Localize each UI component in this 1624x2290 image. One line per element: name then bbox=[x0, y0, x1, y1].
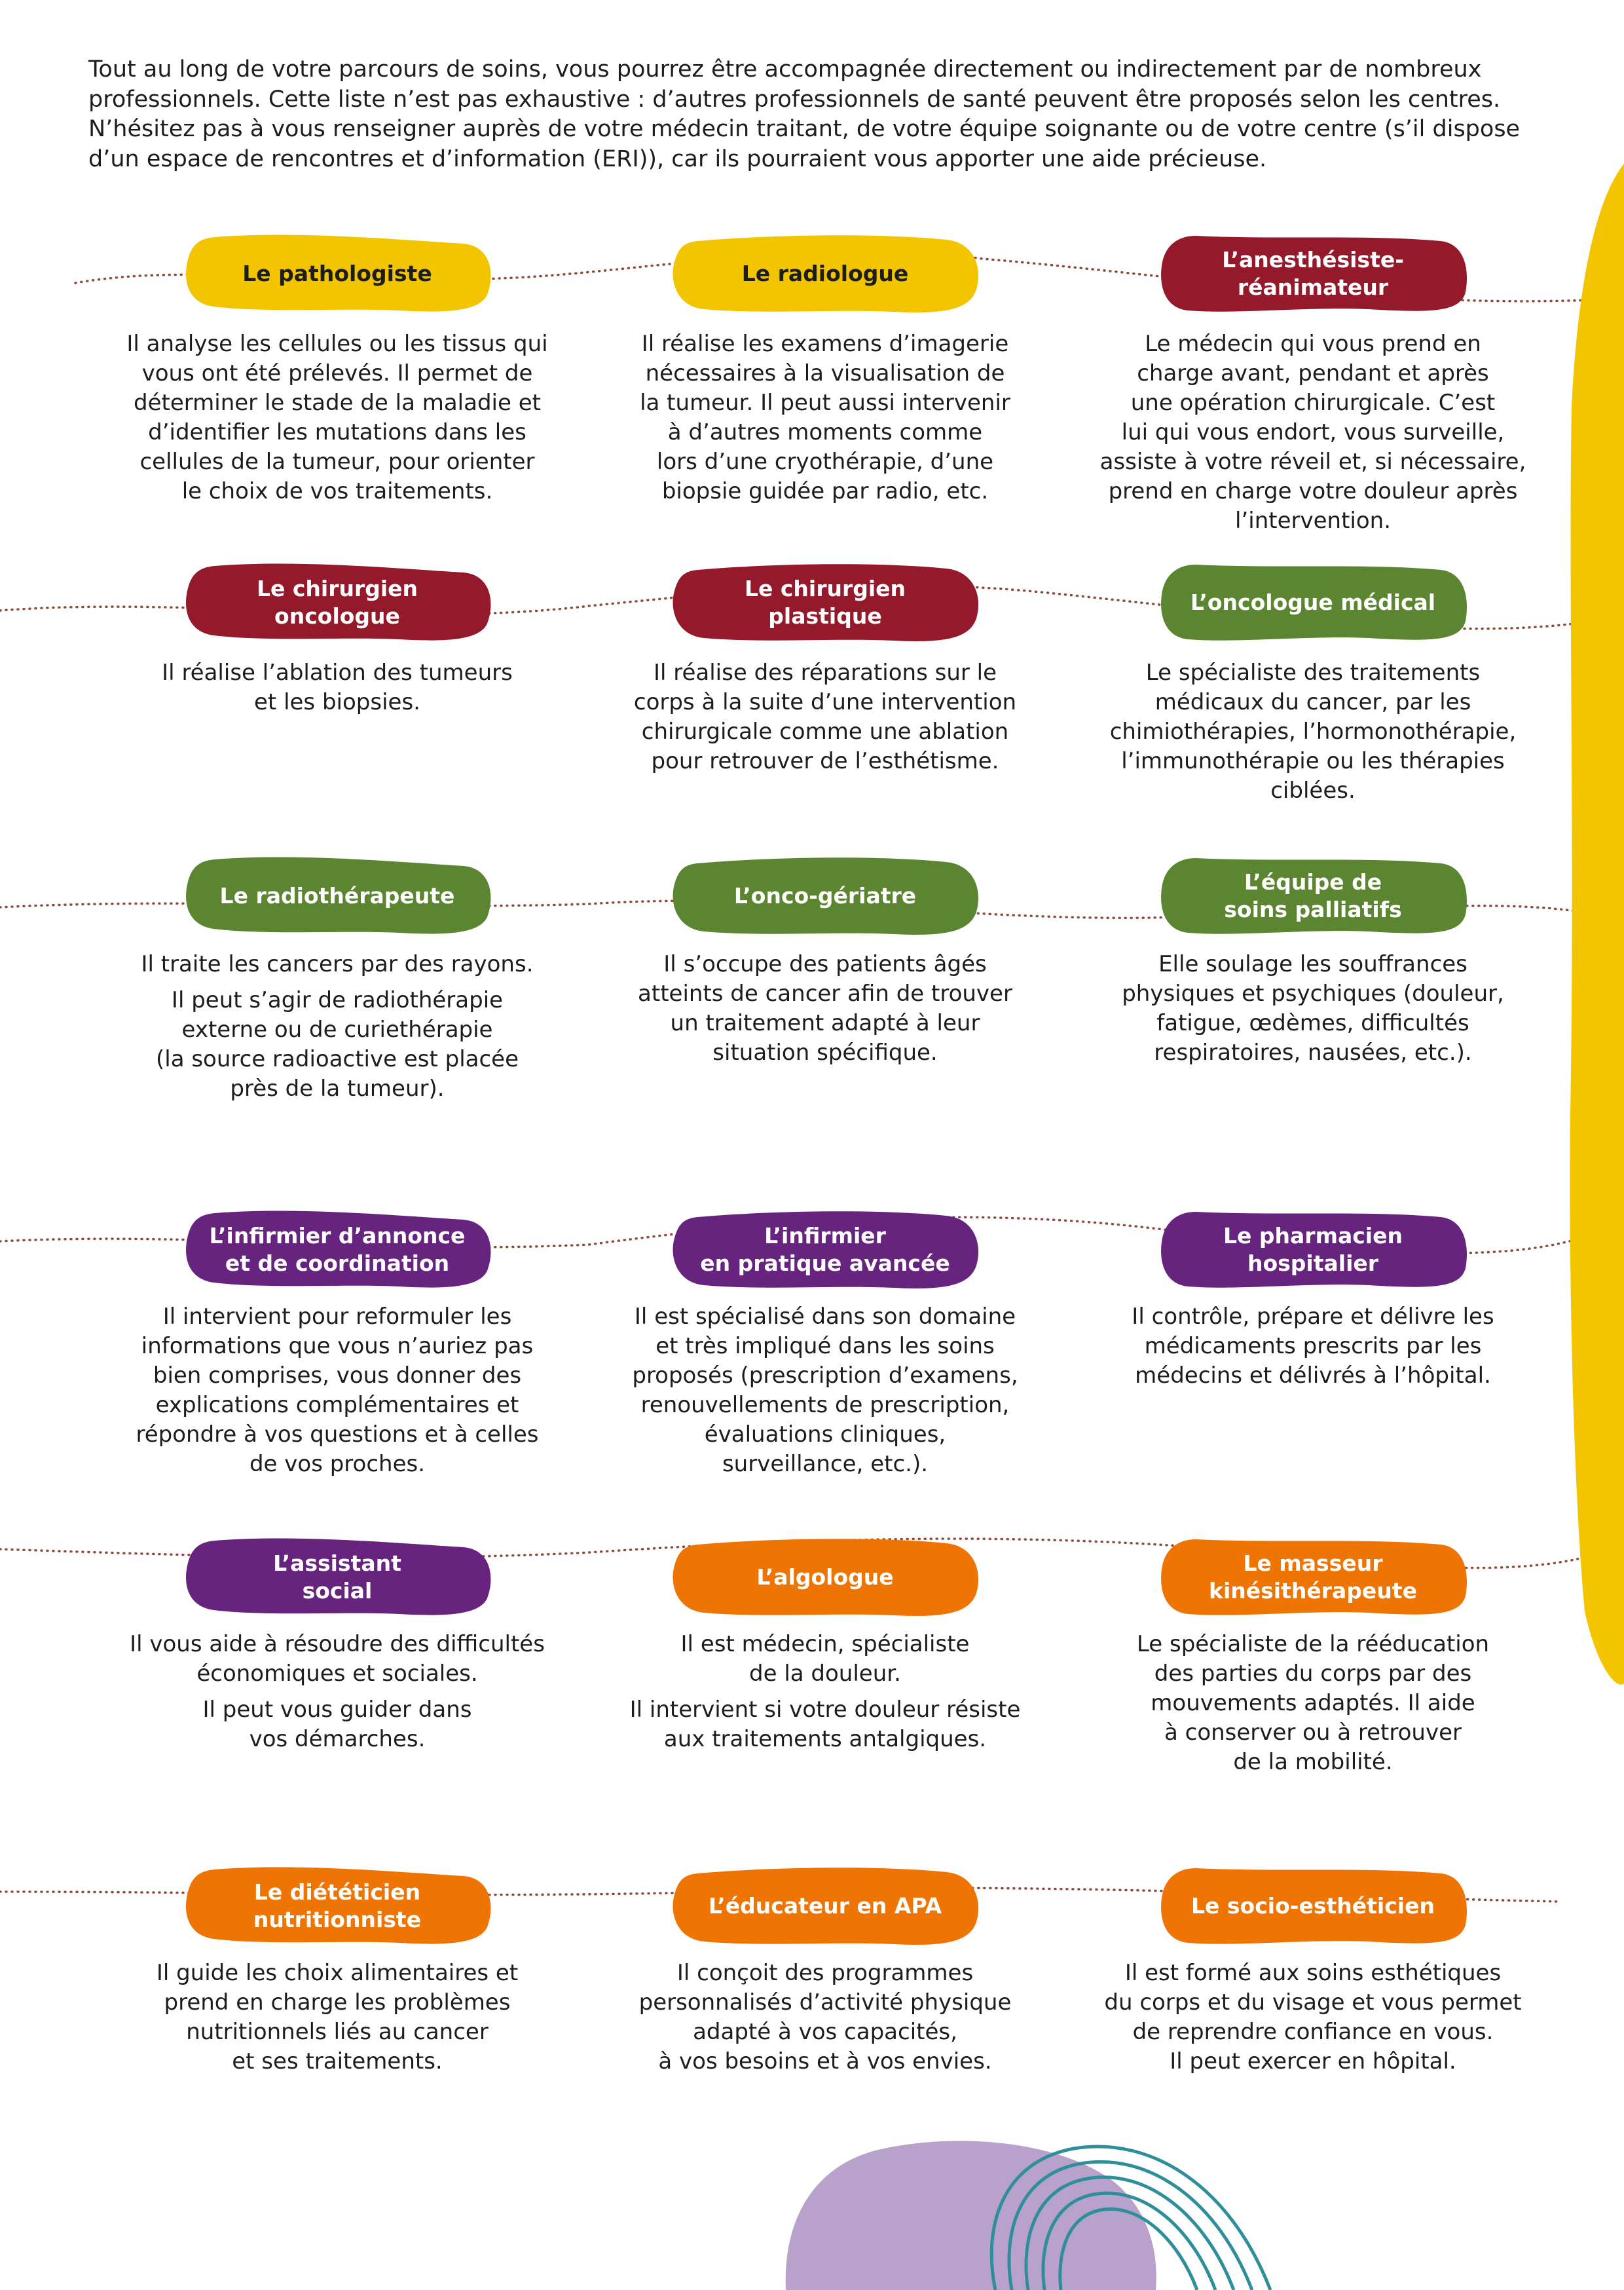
role-description bbox=[596, 1959, 1054, 2076]
role-description bbox=[596, 1630, 1054, 1754]
role-title: Le radiologue bbox=[741, 261, 909, 286]
role-description-text: Il réalise l’ablation des tumeurs et les biopsies. bbox=[162, 660, 513, 715]
role-pill bbox=[671, 1867, 979, 1945]
role-description bbox=[108, 1302, 566, 1479]
role-description-text: Le médecin qui vous prend en charge avant, pendant et après une opération chirurgicale. C’est lui qui vous endort, vous surveille, assiste à votre réveil et, si nécessaire, prend en charge votre douleur après l’intervention. bbox=[1099, 331, 1526, 534]
role-title: L’oncologue médical bbox=[1190, 590, 1436, 615]
role-title: Le socio-esthéticien bbox=[1191, 1893, 1435, 1919]
role-title: Le masseur kinésithérapeute bbox=[1209, 1550, 1417, 1604]
role-description bbox=[108, 1630, 566, 1754]
role-description-text: Il intervient pour reformuler les informations que vous n’auriez pas bien comprises, vous donner des explications complémentaires et répondre à vos questions et à celles de vos proches. bbox=[136, 1304, 539, 1477]
role-pill bbox=[183, 857, 491, 935]
role-pill bbox=[671, 235, 979, 313]
role-description-text: Il conçoit des programmes personnalisés d’activité physique adapté à vos capacités, à vos besoins et à vos envies. bbox=[638, 1960, 1012, 2074]
role-description-text: Elle soulage les souffrances physiques et psychiques (douleur, fatigue, œdèmes, difficultés respiratoires, nausées, etc.). bbox=[1122, 951, 1504, 1066]
role-title: Le diététicien nutritionniste bbox=[253, 1879, 422, 1932]
role-pill bbox=[1159, 235, 1467, 313]
role-title: L’assistant social bbox=[273, 1550, 401, 1604]
role-pill bbox=[1159, 857, 1467, 935]
role-description bbox=[596, 950, 1054, 1068]
role-title: L’algologue bbox=[756, 1564, 894, 1590]
role-description bbox=[1084, 1959, 1542, 2076]
role-pill bbox=[183, 235, 491, 313]
role-description bbox=[596, 658, 1054, 776]
role-title: Le pathologiste bbox=[242, 261, 432, 286]
role-description-text: Il réalise les examens d’imagerie nécessaires à la visualisation de la tumeur. Il peut aussi intervenir à d’autres moments comme lors d’une cryothérapie, d’une biopsie guidée par radio, etc. bbox=[640, 331, 1010, 504]
role-pill bbox=[183, 1538, 491, 1617]
role-title: Le radiothérapeute bbox=[219, 883, 455, 909]
role-description bbox=[1084, 950, 1542, 1068]
role-pill bbox=[671, 1538, 979, 1617]
role-description bbox=[108, 329, 566, 506]
yellow-side-shape bbox=[1570, 164, 1624, 1685]
role-description-extra: Il peut s’agir de radiothérapie externe ou de curiethérapie (la source radioactive est placée près de la tumeur). bbox=[155, 987, 519, 1102]
role-title: L’onco-gériatre bbox=[733, 883, 917, 909]
role-description bbox=[596, 1302, 1054, 1479]
role-pill bbox=[671, 1211, 979, 1289]
role-title: Le chirurgien oncologue bbox=[256, 576, 418, 629]
role-description-text: Il traite les cancers par des rayons. bbox=[141, 951, 534, 977]
role-description-text: Il réalise des réparations sur le corps à la suite d’une intervention chirurgicale comme une ablation pour retrouver de l’esthétisme. bbox=[633, 660, 1017, 774]
role-title: L’anesthésiste-réanimateur bbox=[1222, 247, 1404, 300]
role-description-text: Il est médecin, spécialiste de la douleur. bbox=[680, 1631, 970, 1687]
role-pill bbox=[671, 857, 979, 935]
role-description-extra: Il intervient si votre douleur résiste aux traitements antalgiques. bbox=[629, 1697, 1021, 1752]
role-description-text: Le spécialiste des traitements médicaux du cancer, par les chimiothérapies, l’hormonothérapie, l’immunothérapie ou les thérapies ciblées. bbox=[1109, 660, 1517, 804]
intro-paragraph: Tout au long de votre parcours de soins, vous pourrez être accompagnée directement ou indirectement par de nombreux professionnels. Cette liste n’est pas exhaustive : d’autres professionnels de santé peuvent être proposés selon les centres. N’hésitez pas à vous renseigner auprès de votre médecin traitant, de votre équipe soignante ou de votre centre (s’il dispose d’un espace de rencontres et d’information (ERI)), car ils pourraient vous apporter une aide précieuse. bbox=[88, 56, 1521, 172]
role-description bbox=[1084, 1302, 1542, 1391]
role-description-extra: Il peut vous guider dans vos démarches. bbox=[202, 1697, 472, 1752]
role-description-text: Il analyse les cellules ou les tissus qui vous ont été prélevés. Il permet de déterminer le stade de la maladie et d’identifier les mutations dans les cellules de la tumeur, pour orienter le choix de vos traitements. bbox=[126, 331, 548, 504]
role-pill bbox=[671, 563, 979, 642]
role-description-text: Il s’occupe des patients âgés atteints de cancer afin de trouver un traitement adapté à leur situation spécifique. bbox=[638, 951, 1012, 1066]
role-description bbox=[1084, 658, 1542, 806]
role-description bbox=[596, 329, 1054, 506]
role-title: L’équipe de soins palliatifs bbox=[1224, 869, 1402, 922]
role-title: L’éducateur en APA bbox=[708, 1893, 942, 1919]
role-title: L’infirmier d’annonce et de coordination bbox=[209, 1223, 466, 1276]
role-description bbox=[1084, 1630, 1542, 1777]
role-pill bbox=[1159, 1867, 1467, 1945]
role-description-text: Il est formé aux soins esthétiques du corps et du visage et vous permet de reprendre confiance en vous. Il peut exercer en hôpital. bbox=[1104, 1960, 1522, 2074]
role-pill bbox=[1159, 1211, 1467, 1289]
role-pill bbox=[183, 1867, 491, 1945]
role-description-text: Il contrôle, prépare et délivre les médicaments prescrits par les médecins et délivrés à l’hôpital. bbox=[1132, 1304, 1494, 1389]
role-description bbox=[1084, 329, 1542, 536]
role-description-text: Il vous aide à résoudre des difficultés économiques et sociales. bbox=[130, 1631, 545, 1687]
role-description-text: Il est spécialisé dans son domaine et très impliqué dans les soins proposés (prescription d’examens, renouvellements de prescription, évaluations cliniques, surveillance, etc.). bbox=[632, 1304, 1018, 1477]
role-description bbox=[108, 1959, 566, 2076]
role-pill bbox=[1159, 563, 1467, 642]
role-description-text: Le spécialiste de la rééducation des parties du corps par des mouvements adaptés. Il aide à conserver ou à retrouver de la mobilité. bbox=[1136, 1631, 1490, 1775]
role-description-text: Il guide les choix alimentaires et prend en charge les problèmes nutritionnels liés au cancer et ses traitements. bbox=[156, 1960, 519, 2074]
role-pill bbox=[183, 563, 491, 642]
role-pill bbox=[183, 1211, 491, 1289]
role-pill bbox=[1159, 1538, 1467, 1617]
role-title: Le pharmacien hospitalier bbox=[1223, 1223, 1403, 1276]
role-title: L’infirmier en pratique avancée bbox=[700, 1223, 950, 1276]
role-description bbox=[108, 950, 566, 1104]
role-description bbox=[108, 658, 566, 717]
role-title: Le chirurgien plastique bbox=[744, 576, 906, 629]
